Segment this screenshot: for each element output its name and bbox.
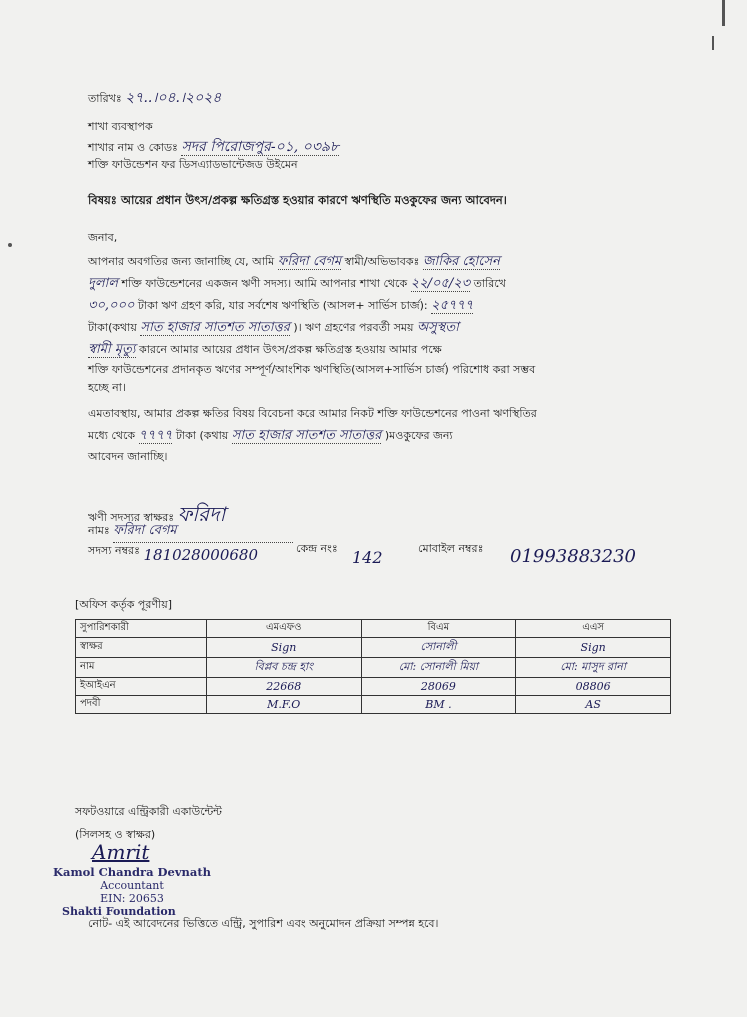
waiver-amount: ৭৭৭৭ bbox=[138, 428, 173, 443]
scan-mark bbox=[712, 36, 714, 50]
member-number-line bbox=[88, 540, 258, 564]
cell: 08806 bbox=[516, 678, 671, 696]
branch-value: সদর পিরোজপুর-০১, ০৩৯৮ bbox=[181, 139, 340, 155]
table-row bbox=[76, 658, 671, 678]
text: স্বামী/অভিভাবকঃ bbox=[344, 255, 420, 268]
para1-line5 bbox=[88, 340, 442, 361]
para1-line6: শক্তি ফাউন্ডেশনের প্রদানকৃত ঋণের সম্পূর্ণ/আংশিক ঋণস্থিতি(আসল+সার্ভিস চার্জ) পরিশোধ করা সম্ভব bbox=[88, 363, 536, 376]
table-header-recommender: সুপারিশকারী bbox=[76, 620, 207, 638]
mobile-number: 01993883230 bbox=[510, 546, 636, 567]
office-table bbox=[75, 619, 671, 714]
loan-amount: ৩০,০০০ bbox=[88, 298, 135, 313]
table-row bbox=[76, 678, 671, 696]
text: মধ্যে থেকে bbox=[88, 429, 136, 442]
table-row bbox=[76, 638, 671, 658]
para2-line2 bbox=[88, 426, 453, 447]
date-label: তারিখঃ bbox=[88, 92, 122, 105]
text: তারিখে bbox=[473, 277, 506, 290]
mobile-line bbox=[418, 540, 483, 559]
seal-name: Kamol Chandra Devnath bbox=[53, 865, 211, 879]
cell: মো: সোনালী মিয়া bbox=[361, 658, 516, 678]
scan-mark bbox=[8, 243, 12, 247]
row-label-signature: স্বাক্ষর bbox=[76, 638, 207, 658]
accountant-signature: Amrit bbox=[92, 840, 150, 864]
date-value: ২৭..।০৪.।২০২৪ bbox=[125, 90, 222, 106]
text: টাকা(কথায় bbox=[88, 321, 137, 334]
seal-ein: EIN: 20653 bbox=[100, 892, 164, 905]
branch-label: শাখার নাম ও কোডঃ bbox=[88, 141, 178, 154]
para1-line1 bbox=[88, 252, 500, 273]
text: )। ঋণ গ্রহণের পরবর্তী সময় bbox=[293, 321, 414, 334]
text: টাকা ঋণ গ্রহণ করি, যার সর্বশেষ ঋণস্থিতি (আসল+ সার্ভিস চার্জ): bbox=[137, 299, 428, 312]
office-title: [অফিস কর্তৃক পূরণীয়] bbox=[75, 598, 172, 611]
para2-line3: আবেদন জানাচ্ছি। bbox=[88, 450, 168, 463]
member-name-label: নামঃ bbox=[88, 524, 110, 537]
branch-manager: শাখা ব্যবস্থাপক bbox=[88, 120, 153, 133]
member-name: ফরিদা বেগম bbox=[113, 521, 293, 543]
org-name: শক্তি ফাউন্ডেশন ফর ডিসএ্যাডভান্টেজড উইমেন bbox=[88, 158, 298, 171]
cell: M.F.O bbox=[206, 696, 361, 714]
table-header-mfo: এমএফও bbox=[206, 620, 361, 638]
accountant-title: সফটওয়ারে এন্ট্রিকারী একাউন্টেন্ট bbox=[75, 805, 222, 818]
footer-note: নোট- এই আবেদনের ভিত্তিতে এন্ট্রি, সুপারিশ এবং অনুমোদন প্রক্রিয়া সম্পন্ন হবে। bbox=[88, 917, 439, 930]
cell: বিপ্লব চন্দ্র হাং bbox=[206, 658, 361, 678]
accountant-subtitle: (সিলসহ ও স্বাক্ষর) bbox=[75, 828, 156, 841]
text: শক্তি ফাউন্ডেশনের একজন ঋণী সদস্য। আমি আপনার শাখা থেকে bbox=[121, 277, 408, 290]
member-signature-label: ঋণী সদস্যর স্বাক্ষরঃ bbox=[88, 511, 175, 524]
para2-line1: এমতাবস্থায়, আমার প্রকল্প ক্ষতির বিষয় বিবেচনা করে আমার নিকট শক্তি ফাউন্ডেশনের পাওনা ঋণস্থিতির bbox=[88, 407, 537, 420]
scan-mark bbox=[722, 0, 725, 26]
seal-org: Shakti Foundation bbox=[62, 905, 176, 918]
guardian-name-cont: দুলাল bbox=[88, 276, 118, 291]
cell: AS bbox=[516, 696, 671, 714]
cell: মো: মাসুদ রানা bbox=[516, 658, 671, 678]
guardian-name: জাকির হোসেন bbox=[422, 254, 500, 269]
para1-line3 bbox=[88, 296, 473, 317]
date-line bbox=[88, 86, 221, 110]
mobile-label: মোবাইল নম্বরঃ bbox=[418, 542, 484, 555]
table-header-bm: বিএম bbox=[361, 620, 516, 638]
member-number-label: সদস্য নম্বরঃ bbox=[88, 544, 140, 557]
loan-balance: ২৫৭৭৭ bbox=[431, 298, 474, 313]
seal-role: Accountant bbox=[100, 879, 164, 892]
text: )মওকুফের জন্য bbox=[384, 429, 453, 442]
row-label-name: নাম bbox=[76, 658, 207, 678]
text: টাকা (কথায় bbox=[175, 429, 229, 442]
table-header-as: এএস bbox=[516, 620, 671, 638]
accountant-seal bbox=[52, 866, 212, 918]
member-number: 181028000680 bbox=[143, 546, 258, 564]
text: কারনে আমার আয়ের প্রধান উৎস/প্রকল্প ক্ষতিগ্রস্ত হওয়ায় আমার পক্ষে bbox=[139, 343, 442, 356]
damage-cause-cont: স্বামী মৃত্যু bbox=[88, 342, 136, 357]
table-row bbox=[76, 696, 671, 714]
cell: সোনালী bbox=[361, 638, 516, 658]
salutation: জনাব, bbox=[88, 231, 118, 244]
row-label-ein: ইআইএন bbox=[76, 678, 207, 696]
loan-date: ২২/০৫/২৩ bbox=[410, 276, 471, 291]
text: আপনার অবগতির জন্য জানাচ্ছি যে, আমি bbox=[88, 255, 275, 268]
cell: 22668 bbox=[206, 678, 361, 696]
para1-line2 bbox=[88, 274, 506, 295]
center-number: 142 bbox=[352, 548, 383, 567]
waiver-in-words: সাত হাজার সাতশত সাতাত্তর bbox=[231, 428, 382, 443]
subject: বিষয়ঃ আয়ের প্রধান উৎস/প্রকল্প ক্ষতিগ্রস্ত হওয়ার কারণে ঋণস্থিতি মওকুফের জন্য আবেদন। bbox=[88, 193, 507, 207]
member-signature: ফরিদা bbox=[177, 502, 226, 526]
center-line bbox=[296, 540, 338, 559]
balance-in-words: সাত হাজার সাতশত সাতাত্তর bbox=[140, 320, 290, 335]
damage-cause: অসুস্থতা bbox=[416, 320, 459, 335]
table-row bbox=[76, 620, 671, 638]
center-label: কেন্দ্র নংঃ bbox=[296, 542, 338, 555]
cell: 28069 bbox=[361, 678, 516, 696]
cell: BM . bbox=[361, 696, 516, 714]
para1-line4 bbox=[88, 318, 459, 339]
applicant-name: ফরিদা বেগম bbox=[277, 254, 342, 269]
cell: Sign bbox=[516, 638, 671, 658]
row-label-designation: পদবী bbox=[76, 696, 207, 714]
cell: Sign bbox=[206, 638, 361, 658]
para1-line7: হচ্ছে না। bbox=[88, 381, 126, 394]
